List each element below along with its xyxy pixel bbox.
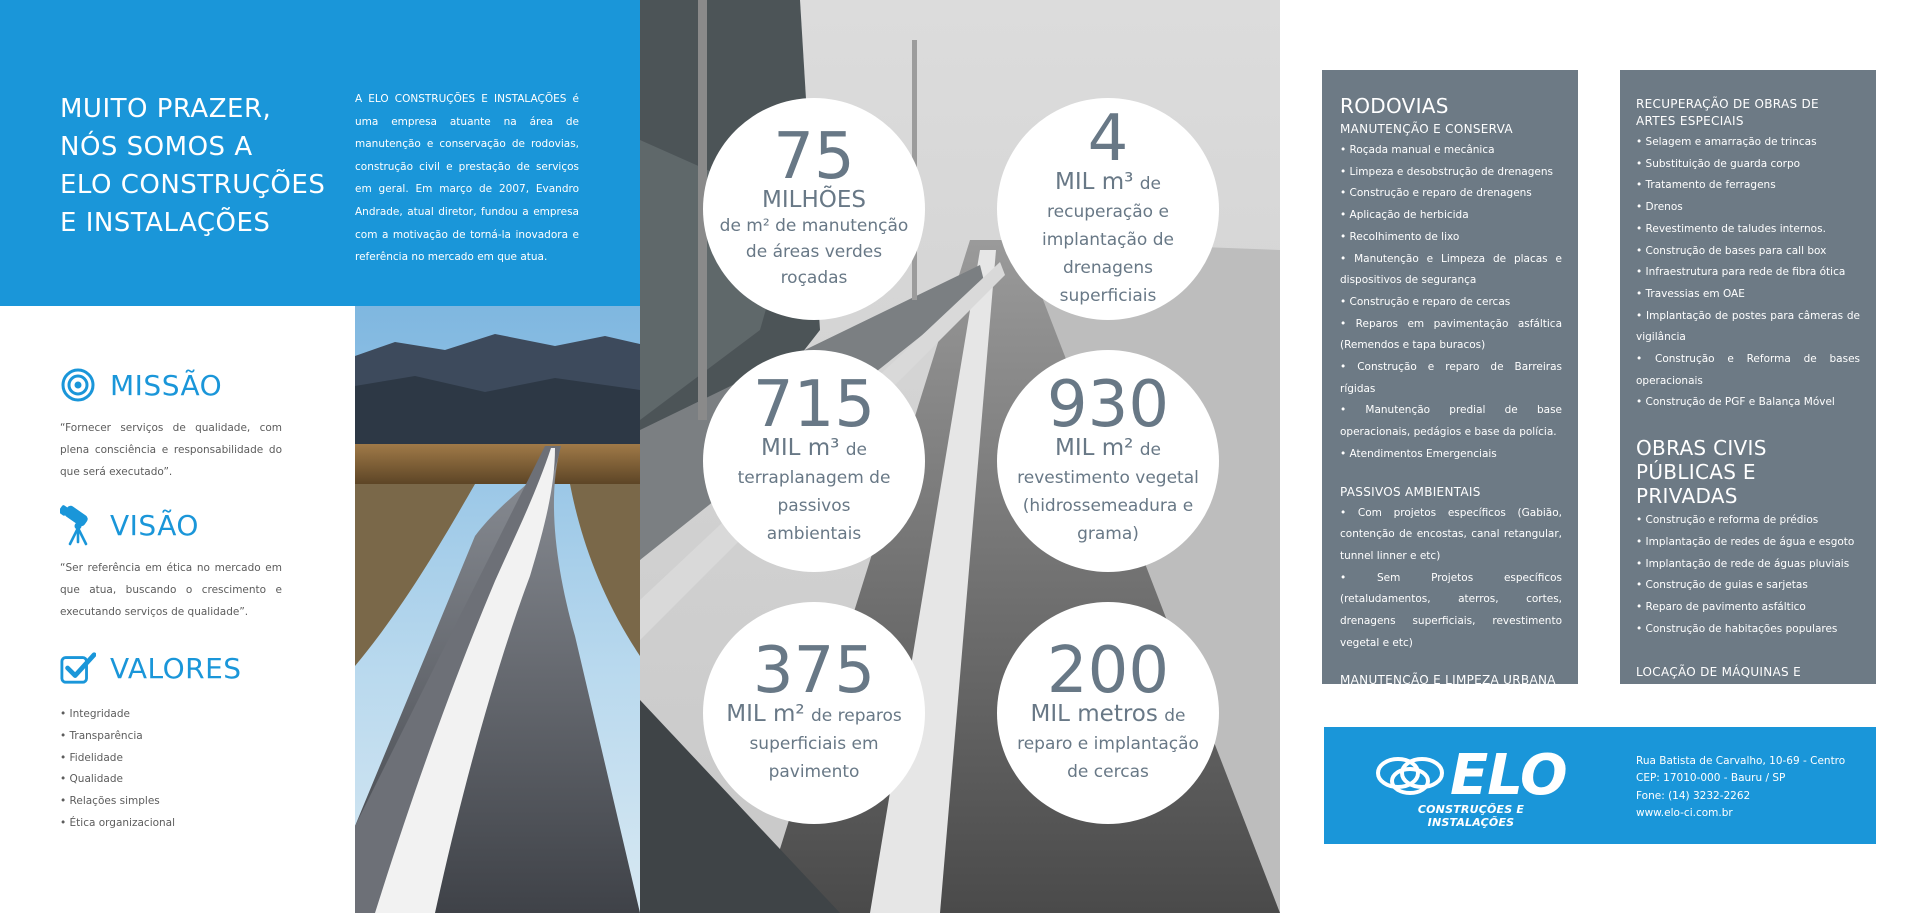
elo-logo <box>1378 743 1567 829</box>
list-item: • Manutenção predial de base operacionais, pedágios e base da polícia. <box>1340 400 1562 443</box>
list-item: • Construção e Reforma de bases operacionais <box>1636 349 1860 392</box>
values-list <box>60 704 282 835</box>
section-title-recuperacao: RECUPERAÇÃO DE OBRAS DE ARTES ESPECIAIS <box>1636 97 1819 128</box>
vision-title: VISÃO <box>110 508 199 542</box>
section-title-passivos: PASSIVOS AMBIENTAIS <box>1340 484 1481 499</box>
services-panel <box>1280 0 1920 913</box>
stat-pavement: 375 MIL m² de reparos superficiais em pavimento <box>703 602 925 824</box>
list-item: • Construção de bases para call box <box>1636 241 1860 263</box>
list-item: • Construção de habitações populares <box>1636 619 1860 641</box>
intro-text: A ELO CONSTRUÇÕES E INSTALAÇÕES é uma empresa atuante na área de manutenção e conservação de rodovias, construção civil e prestação de serviços em geral. Em março de 2007, Evandro Andrade, atual diretor, fundou a empresa com a motivação de torná-la inovadora e referência no mercado em que atua. <box>355 93 579 264</box>
services-box-left <box>1322 70 1578 688</box>
list-item: • Fidelidade <box>60 748 282 770</box>
list-item: • Construção de guias e sarjetas <box>1636 575 1860 597</box>
list-item: • Integridade <box>60 704 282 726</box>
list-item: • Revestimento de taludes internos. <box>1636 219 1860 241</box>
section-subtitle: MANUTENÇÃO E CONSERVA <box>1340 122 1513 136</box>
list-item: • Qualidade <box>60 769 282 791</box>
list-item: • Recolhimento de lixo <box>1340 227 1562 249</box>
intro-title: MUITO PRAZER, NÓS SOMOS A ELO CONSTRUÇÕES E INSTALAÇÕES <box>60 94 326 238</box>
website-link[interactable]: www.elo-ci.com.br <box>1636 806 1733 819</box>
list-item: • Limpeza e desobstrução de drenagens <box>1340 162 1562 184</box>
vision-section <box>60 503 282 623</box>
stat-fences: 200 MIL metros de reparo e implantação de cercas <box>997 602 1219 824</box>
passivos-list <box>1340 503 1562 655</box>
list-item: • Construção e reparo de cercas <box>1340 292 1562 314</box>
section-title-rodovias: RODOVIAS <box>1340 94 1449 118</box>
list-item: • Atendimentos Emergenciais <box>1340 444 1562 466</box>
list-item: • Ética organizacional <box>60 813 282 835</box>
stat-vegetation: 930 MIL m² de revestimento vegetal (hidrossemeadura e grama) <box>997 350 1219 572</box>
brand-band <box>1324 727 1876 844</box>
section-title-limpeza-urbana: MANUTENÇÃO E LIMPEZA URBANA <box>1340 673 1556 688</box>
stat-earthworks: 715 MIL m³ de terraplanagem de passivos ambientais <box>703 350 925 572</box>
logo-tagline: CONSTRUÇÕES E INSTALAÇÕES <box>1417 803 1525 829</box>
recuperacao-list <box>1636 132 1860 414</box>
mission-section <box>60 363 282 483</box>
list-item: • Roçada manual e mecânica <box>1340 140 1562 162</box>
contact-address: Rua Batista de Carvalho, 10-69 - Centro CEP: 17010-000 - Bauru / SP Fone: (14) 3232-2262 www.elo-ci.com.br <box>1636 753 1845 822</box>
list-item: • Tratamento de ferragens <box>1636 175 1860 197</box>
stats-panel <box>640 0 1280 913</box>
list-item: • Implantação de postes para câmeras de vigilância <box>1636 306 1860 349</box>
obras-civis-list <box>1636 510 1860 640</box>
mission-text: “Fornecer serviços de qualidade, com plena consciência e responsabilidade do que será executado”. <box>60 422 282 478</box>
logo-wordmark: ELO <box>1450 743 1567 808</box>
road-photo <box>355 306 640 913</box>
about-panel <box>0 0 640 913</box>
list-item: • Construção e reparo de drenagens <box>1340 183 1562 205</box>
list-item: • Drenos <box>1636 197 1860 219</box>
target-icon <box>60 365 96 405</box>
list-item: • Infraestrutura para rede de fibra ótica <box>1636 262 1860 284</box>
rodovias-list <box>1340 140 1562 466</box>
list-item: • Travessias em OAE <box>1636 284 1860 306</box>
list-item: • Construção e reforma de prédios <box>1636 510 1860 532</box>
stat-green-areas: 75 MILHÕES de m² de manutenção de áreas verdes roçadas <box>703 98 925 320</box>
checkmark-icon <box>60 648 96 688</box>
list-item: • Relações simples <box>60 791 282 813</box>
list-item: • Implantação de rede de águas pluviais <box>1636 554 1860 576</box>
interlocked-rings-icon <box>1374 751 1454 801</box>
mission-title: MISSÃO <box>110 368 223 402</box>
vision-text: “Ser referência em ética no mercado em que atua, buscando o crescimento e executando serviços de qualidade”. <box>60 562 282 618</box>
list-item: • Reparos em pavimentação asfáltica (Remendos e tapa buracos) <box>1340 314 1562 357</box>
section-title-obras-civis: OBRAS CIVIS PÚBLICAS E PRIVADAS <box>1636 436 1767 509</box>
list-item: • Com projetos específicos (Gabião, contenção de encostas, canal retangular, tunnel linner e etc) <box>1340 503 1562 568</box>
intro-band <box>0 0 640 306</box>
section-title-locacao: LOCAÇÃO DE MÁQUINAS E EQUIPAMENTOS <box>1636 665 1801 697</box>
list-item: • Manutenção e Limpeza de placas e dispositivos de segurança <box>1340 249 1562 292</box>
list-item: • Implantação de redes de água e esgoto <box>1636 532 1860 554</box>
list-item: • Substituição de guarda corpo <box>1636 154 1860 176</box>
list-item: • Sem Projetos específicos (retaludamentos, aterros, cortes, drenagens superficiais, revestimento vegetal e etc) <box>1340 568 1562 655</box>
services-box-right <box>1620 70 1876 697</box>
list-item: • Reparo de pavimento asfáltico <box>1636 597 1860 619</box>
stat-drainage: 4 MIL m³ de recuperação e implantação de drenagens superficiais <box>997 98 1219 320</box>
list-item: • Transparência <box>60 726 282 748</box>
list-item: • Selagem e amarração de trincas <box>1636 132 1860 154</box>
values-section <box>60 646 282 835</box>
telescope-icon <box>60 505 96 545</box>
list-item: • Construção de PGF e Balança Móvel <box>1636 392 1860 414</box>
list-item: • Construção e reparo de Barreiras rígidas <box>1340 357 1562 400</box>
list-item: • Aplicação de herbicida <box>1340 205 1562 227</box>
values-title: VALORES <box>110 651 242 685</box>
